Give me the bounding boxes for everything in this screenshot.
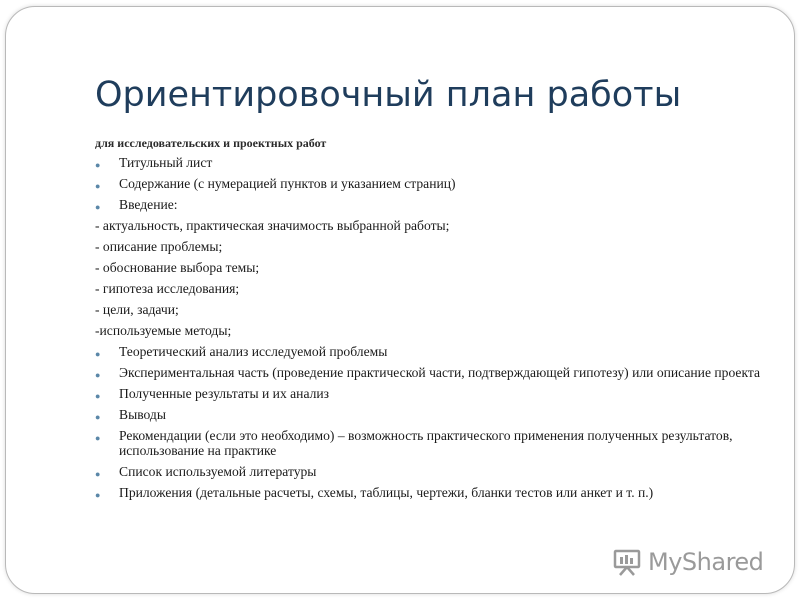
slide <box>5 6 795 594</box>
list-item <box>95 218 765 233</box>
list-item-text: Список используемой литературы <box>119 464 317 479</box>
content-list <box>95 155 765 506</box>
list-item-text: Введение: <box>119 197 178 212</box>
bullet-icon: ● <box>95 349 101 359</box>
list-item-text: -используемые методы; <box>95 323 232 338</box>
list-item <box>95 428 765 458</box>
list-item-text: - актуальность, практическая значимость выбранной работы; <box>95 218 450 233</box>
list-item <box>95 176 765 191</box>
list-item <box>95 239 765 254</box>
list-item-text: Экспериментальная часть (проведение практической части, подтверждающей гипотезу) или описание проекта <box>119 365 761 380</box>
list-item-text: Содержание (с нумерацией пунктов и указанием страниц) <box>119 176 456 191</box>
list-item <box>95 302 765 317</box>
myshared-logo-icon <box>612 547 642 577</box>
bullet-icon: ● <box>95 202 101 212</box>
bullet-icon: ● <box>95 490 101 500</box>
list-item <box>95 323 765 338</box>
list-item-text: Теоретический анализ исследуемой проблемы <box>119 344 388 359</box>
list-item-text: - описание проблемы; <box>95 239 223 254</box>
list-item <box>95 260 765 275</box>
list-item-text: - гипотеза исследования; <box>95 281 240 296</box>
slide-subtitle: для исследовательских и проектных работ <box>95 136 327 150</box>
bullet-icon: ● <box>95 433 101 443</box>
list-item <box>95 365 765 380</box>
list-item-text: Выводы <box>119 407 166 422</box>
list-item-text: - обоснование выбора темы; <box>95 260 260 275</box>
list-item <box>95 386 765 401</box>
list-item <box>95 281 765 296</box>
bullet-icon: ● <box>95 181 101 191</box>
list-item-text: Титульный лист <box>119 155 213 170</box>
bullet-icon: ● <box>95 469 101 479</box>
bullet-icon: ● <box>95 160 101 170</box>
bullet-icon: ● <box>95 370 101 380</box>
list-item <box>95 344 765 359</box>
list-item <box>95 155 765 170</box>
watermark-logo <box>612 545 772 579</box>
list-item <box>95 197 765 212</box>
list-item-text: - цели, задачи; <box>95 302 179 317</box>
list-item <box>95 407 765 422</box>
list-item-text: Рекомендации (если это необходимо) – возможность практического применения полученных результатов, использование на практике <box>119 428 733 458</box>
list-item-text: Приложения (детальные расчеты, схемы, таблицы, чертежи, бланки тестов или анкет и т. п.) <box>119 485 654 500</box>
watermark-text: MyShared <box>648 548 764 576</box>
bullet-icon: ● <box>95 391 101 401</box>
list-item-text: Полученные результаты и их анализ <box>119 386 330 401</box>
bullet-icon: ● <box>95 412 101 422</box>
list-item <box>95 464 765 479</box>
slide-title: Ориентировочный план работы <box>95 75 682 115</box>
list-item <box>95 485 765 500</box>
